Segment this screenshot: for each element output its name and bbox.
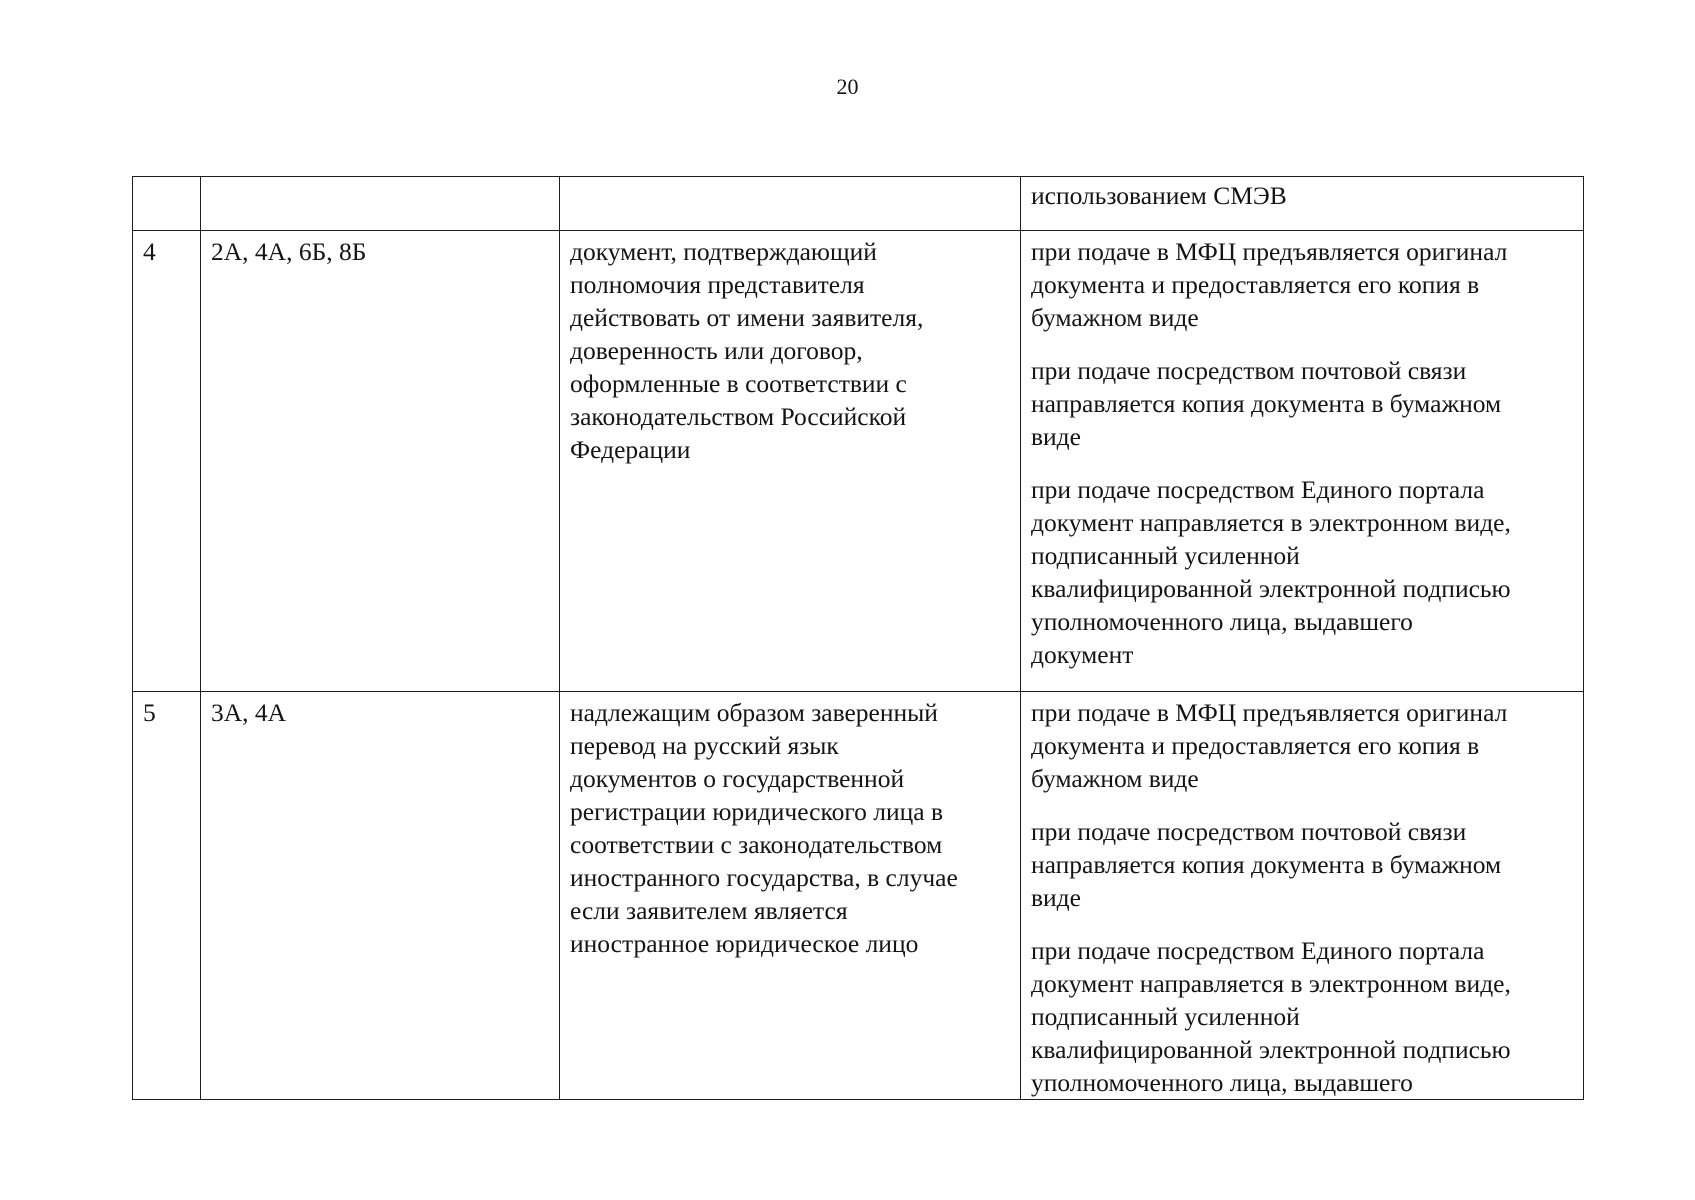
- text-line: бумажном виде: [1031, 764, 1199, 793]
- cell-notes: [1021, 692, 1584, 1100]
- requirements-table: [132, 176, 1584, 1100]
- cell-number: 4: [133, 231, 201, 692]
- table-row: [133, 231, 1584, 692]
- text-line: соответствии с законодательством: [570, 830, 943, 859]
- text-line: Федерации: [570, 435, 691, 464]
- text-line: при подаче в МФЦ предъявляется оригинал: [1031, 237, 1508, 266]
- text-line: документ направляется в электронном виде,: [1031, 508, 1511, 537]
- text-line: виде: [1031, 883, 1081, 912]
- cell-document: [560, 692, 1021, 1100]
- text-line: документов о государственной: [570, 764, 905, 793]
- text-line: надлежащим образом заверенный: [570, 698, 938, 727]
- text-line: если заявителем является: [570, 896, 848, 925]
- text-line: доверенность или договор,: [570, 336, 863, 365]
- note-paragraph: [1031, 696, 1573, 795]
- cell-codes: [201, 177, 560, 231]
- text-line: при подаче посредством Единого портала: [1031, 475, 1485, 504]
- cell-document: [560, 231, 1021, 692]
- text-line: документа и предоставляется его копия в: [1031, 731, 1480, 760]
- text-line: квалифицированной электронной подписью: [1031, 574, 1511, 603]
- text-line: бумажном виде: [1031, 303, 1199, 332]
- cell-notes: [1021, 177, 1584, 231]
- note-paragraph: [1031, 934, 1573, 1099]
- text-line: при подаче посредством почтовой связи: [1031, 356, 1467, 385]
- text-line: иностранного государства, в случае: [570, 863, 958, 892]
- text-line: при подаче посредством Единого портала: [1031, 936, 1485, 965]
- text-line: направляется копия документа в бумажном: [1031, 389, 1502, 418]
- text-line: регистрации юридического лица в: [570, 797, 944, 826]
- text-line: документ: [1031, 640, 1134, 669]
- note-paragraph: [1031, 473, 1573, 671]
- text-line: законодательством Российской: [570, 402, 907, 431]
- cell-codes: 3А, 4А: [201, 692, 560, 1100]
- table-row: [133, 692, 1584, 1100]
- table-row-continuation: [133, 177, 1584, 231]
- text-line: документа и предоставляется его копия в: [1031, 270, 1480, 299]
- text-line: квалифицированной электронной подписью: [1031, 1035, 1511, 1064]
- text-line: перевод на русский язык: [570, 731, 839, 760]
- text-line: подписанный усиленной: [1031, 541, 1300, 570]
- text-line: уполномоченного лица, выдавшего: [1031, 1068, 1413, 1097]
- note-paragraph: [1031, 235, 1573, 334]
- text-line: уполномоченного лица, выдавшего: [1031, 607, 1413, 636]
- page-number: 20: [836, 74, 859, 99]
- cell-document: [560, 177, 1021, 231]
- text-line: действовать от имени заявителя,: [570, 303, 924, 332]
- text-line: подписанный усиленной: [1031, 1002, 1300, 1031]
- text-line: использованием СМЭВ: [1031, 181, 1287, 210]
- note-paragraph: [1031, 354, 1573, 453]
- cell-number: 5: [133, 692, 201, 1100]
- cell-number: [133, 177, 201, 231]
- cell-notes: [1021, 231, 1584, 692]
- text-line: при подаче посредством почтовой связи: [1031, 817, 1467, 846]
- text-line: направляется копия документа в бумажном: [1031, 850, 1502, 879]
- text-line: документ, подтверждающий: [570, 237, 877, 266]
- note-paragraph: [1031, 815, 1573, 914]
- cell-codes: 2А, 4А, 6Б, 8Б: [201, 231, 560, 692]
- text-line: полномочия представителя: [570, 270, 865, 299]
- text-line: виде: [1031, 422, 1081, 451]
- text-line: документ направляется в электронном виде,: [1031, 969, 1511, 998]
- text-line: оформленные в соответствии с: [570, 369, 907, 398]
- text-line: иностранное юридическое лицо: [570, 929, 919, 958]
- text-line: при подаче в МФЦ предъявляется оригинал: [1031, 698, 1508, 727]
